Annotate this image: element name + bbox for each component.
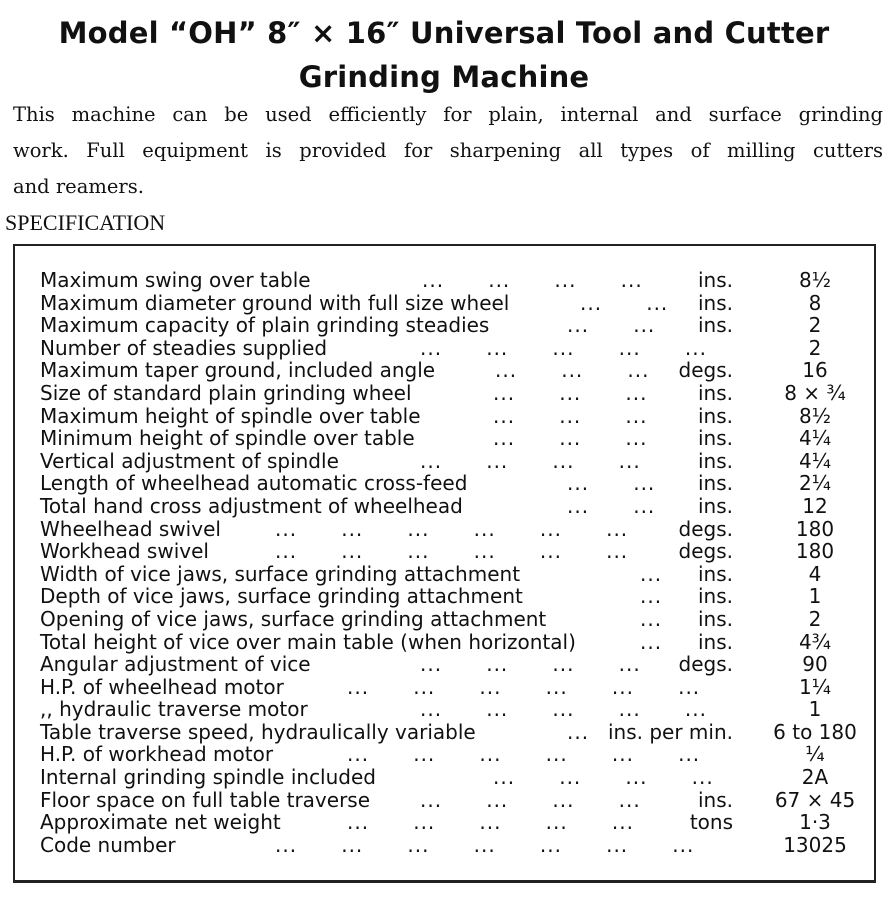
spec-label: Opening of vice jaws, surface grinding attachment [40,606,547,631]
spec-label: Depth of vice jaws, surface grinding attachment [40,584,523,609]
spec-value: 8 [808,290,822,315]
spec-label: Floor space on full table traverse [40,787,371,812]
spec-label: Maximum diameter ground with full size wheel [40,290,510,315]
spec-unit: ins. [697,403,733,428]
spec-value: 1 [808,584,822,609]
spec-row [0,766,888,789]
spec-label: Code number [40,832,176,857]
spec-label: ,, hydraulic traverse motor [40,697,308,722]
spec-value: 8 × ¾ [784,380,846,405]
spec-value: 1¼ [798,674,832,699]
spec-dot-leader: ... ... [567,471,656,496]
spec-value: 180 [795,539,835,564]
spec-row [0,382,888,405]
spec-dot-leader: ... ... ... ... ... ... [347,674,701,699]
spec-row [0,698,888,721]
spec-dot-leader: ... ... ... ... ... ... ... [275,832,695,857]
spec-unit: ins. [697,787,733,812]
spec-unit: ins. per min. [607,719,733,744]
spec-value: 67 × 45 [774,787,856,812]
spec-dot-leader: ... [567,719,590,744]
spec-unit: tons [689,810,733,835]
specification-table [0,269,888,856]
spec-label: Number of steadies supplied [40,335,328,360]
spec-value: 2 [808,335,822,360]
spec-unit: degs. [678,358,733,383]
spec-value: ¼ [805,742,825,767]
spec-label: Table traverse speed, hydraulically variable [40,719,476,744]
spec-value: 4 [808,561,822,586]
spec-unit: degs. [678,652,733,677]
spec-value: 6 to 180 [773,719,857,744]
spec-label: Size of standard plain grinding wheel [40,380,412,405]
spec-label: Total hand cross adjustment of wheelhead [40,493,463,518]
page-title: Model “OH” 8″ × 16″ Universal Tool and Cutter [58,16,830,50]
spec-value: 12 [802,493,828,518]
spec-label: Maximum swing over table [40,268,311,292]
spec-unit: degs. [678,539,733,564]
spec-value: 4¼ [798,448,832,473]
spec-value: 2A [801,765,829,790]
spec-value: 90 [802,652,828,677]
spec-row [0,518,888,541]
specification-heading: SPECIFICATION [5,210,166,235]
spec-dot-leader: ... ... ... ... ... [420,697,707,722]
spec-row [0,721,888,744]
spec-row [0,495,888,518]
spec-dot-leader: ... ... ... ... ... [347,810,634,835]
spec-unit: ins. [697,290,733,315]
spec-dot-leader: ... [640,606,663,631]
spec-row [0,359,888,382]
spec-value: 8½ [798,403,832,428]
spec-value: 180 [795,516,835,541]
spec-dot-leader: ... ... ... ... [493,765,714,790]
spec-label: Internal grinding spindle included [40,765,376,790]
spec-unit: ins. [697,268,733,292]
spec-unit: ins. [697,584,733,609]
spec-label: Total height of vice over main table (when horizontal) [40,629,576,654]
spec-label: Length of wheelhead automatic cross-feed [40,471,468,496]
spec-dot-leader: ... ... ... ... [420,787,641,812]
spec-unit: ins. [697,606,733,631]
spec-value: 8½ [798,268,832,292]
spec-row [0,540,888,563]
spec-value: 2¼ [798,471,832,496]
spec-label: Wheelhead swivel [40,516,221,541]
intro-line-1: This machine can be used efficiently for plain, internal and surface grinding [13,103,883,126]
spec-dot-leader: ... ... ... [495,358,650,383]
spec-row [0,472,888,495]
spec-label: Workhead swivel [40,539,209,564]
spec-dot-leader: ... ... ... ... [420,652,641,677]
spec-dot-leader: ... [640,584,663,609]
spec-row [0,743,888,766]
spec-unit: degs. [678,516,733,541]
spec-dot-leader: ... [640,629,663,654]
intro-line-2: work. Full equipment is provided for sharpening all types of milling cutters [13,139,883,162]
spec-dot-leader: ... ... ... ... ... ... [275,539,629,564]
spec-value: 16 [802,358,828,383]
spec-row [0,585,888,608]
spec-value: 4¼ [798,426,832,451]
spec-row [0,427,888,450]
spec-label: Maximum capacity of plain grinding steadies [40,313,490,338]
spec-row [0,789,888,812]
spec-row [0,653,888,676]
spec-value: 4¾ [798,629,832,654]
spec-value: 2 [808,606,822,631]
spec-label: Angular adjustment of vice [40,652,311,677]
spec-label: H.P. of wheelhead motor [40,674,284,699]
spec-row [0,676,888,699]
spec-row [0,834,888,857]
spec-dot-leader: ... ... ... ... [422,268,643,292]
spec-dot-leader: ... ... ... ... ... ... [275,516,629,541]
spec-value: 1 [808,697,822,722]
spec-row [0,450,888,473]
spec-row [0,269,888,292]
spec-row [0,405,888,428]
spec-unit: ins. [697,313,733,338]
spec-dot-leader: ... ... [580,290,669,315]
spec-dot-leader: ... ... ... [493,403,648,428]
spec-dot-leader: ... [640,561,663,586]
spec-dot-leader: ... ... ... [493,380,648,405]
spec-row [0,337,888,360]
spec-unit: ins. [697,493,733,518]
spec-unit: ins. [697,448,733,473]
spec-label: H.P. of workhead motor [40,742,274,767]
spec-label: Vertical adjustment of spindle [40,448,339,473]
spec-label: Approximate net weight [40,810,281,835]
spec-row [0,811,888,834]
spec-label: Minimum height of spindle over table [40,426,415,451]
spec-value: 1·3 [799,810,831,835]
spec-dot-leader: ... ... ... ... [420,448,641,473]
spec-row [0,314,888,337]
spec-row [0,292,888,315]
spec-label: Maximum taper ground, included angle [40,358,436,383]
spec-dot-leader: ... ... ... ... ... ... [347,742,701,767]
spec-unit: ins. [697,380,733,405]
spec-unit: ins. [697,426,733,451]
spec-row [0,608,888,631]
page-subtitle: Grinding Machine [298,60,590,94]
spec-unit: ins. [697,561,733,586]
spec-dot-leader: ... ... ... [493,426,648,451]
spec-unit: ins. [697,471,733,496]
intro-line-3: and reamers. [13,175,144,198]
spec-dot-leader: ... ... ... ... ... [420,335,707,360]
spec-dot-leader: ... ... [567,493,656,518]
spec-unit: ins. [697,629,733,654]
spec-dot-leader: ... ... [567,313,656,338]
spec-value: 2 [808,313,822,338]
spec-label: Maximum height of spindle over table [40,403,421,428]
spec-row [0,563,888,586]
spec-label: Width of vice jaws, surface grinding attachment [40,561,521,586]
spec-value: 13025 [783,832,847,857]
spec-row [0,631,888,654]
